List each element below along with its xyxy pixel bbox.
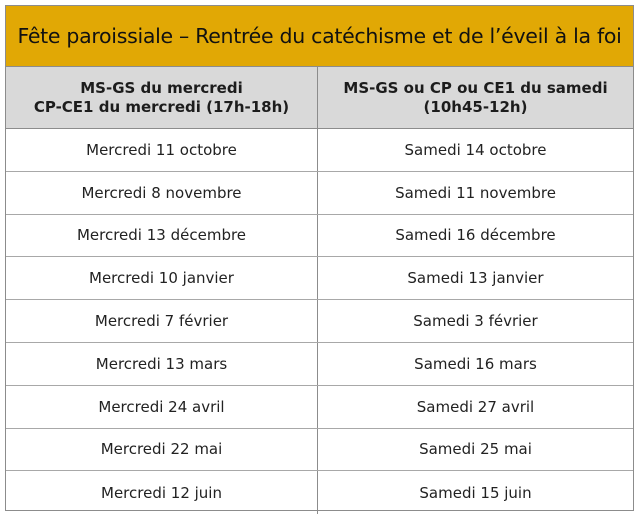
header-saturday [318,67,633,128]
table-row [6,129,633,172]
header-wednesday [6,67,318,128]
saturday-date: Samedi 16 mars [414,354,537,373]
schedule-table [5,5,634,511]
header-row [6,67,633,129]
wednesday-date: Mercredi 13 décembre [6,215,318,257]
saturday-date: Samedi 13 janvier [407,269,544,288]
table-row [6,300,633,343]
table-row [6,429,633,472]
header-saturday-line2: (10h45-12h) [423,97,528,116]
saturday-date: Samedi 25 mai [419,440,532,459]
saturday-date: Samedi 15 juin [419,483,532,502]
saturday-date: Samedi 3 février [413,312,538,331]
saturday-date: Samedi 14 octobre [404,140,547,159]
wednesday-date: Mercredi 7 février [6,300,318,342]
wednesday-date: Mercredi 10 janvier [6,257,318,299]
table-row [6,257,633,300]
table-row [6,215,633,258]
table-title: Fête paroissiale – Rentrée du catéchisme et de l’éveil à la foi [6,6,633,67]
wednesday-date: Mercredi 11 octobre [6,129,318,171]
header-saturday-line1: MS-GS ou CP ou CE1 du samedi [343,78,608,97]
header-wednesday-line2: CP-CE1 du mercredi (17h-18h) [33,97,290,116]
saturday-date: Samedi 16 décembre [395,226,556,245]
header-wednesday-line1: MS-GS du mercredi [80,78,243,97]
wednesday-date: Mercredi 12 juin [6,471,318,514]
saturday-date: Samedi 27 avril [416,397,535,416]
wednesday-date: Mercredi 22 mai [6,429,318,471]
saturday-date: Samedi 11 novembre [395,183,556,202]
table-row [6,172,633,215]
wednesday-date: Mercredi 24 avril [6,386,318,428]
table-row [6,386,633,429]
schedule-grid [6,67,633,510]
wednesday-date: Mercredi 8 novembre [6,172,318,214]
table-row [6,471,633,514]
table-row [6,343,633,386]
wednesday-date: Mercredi 13 mars [6,343,318,385]
